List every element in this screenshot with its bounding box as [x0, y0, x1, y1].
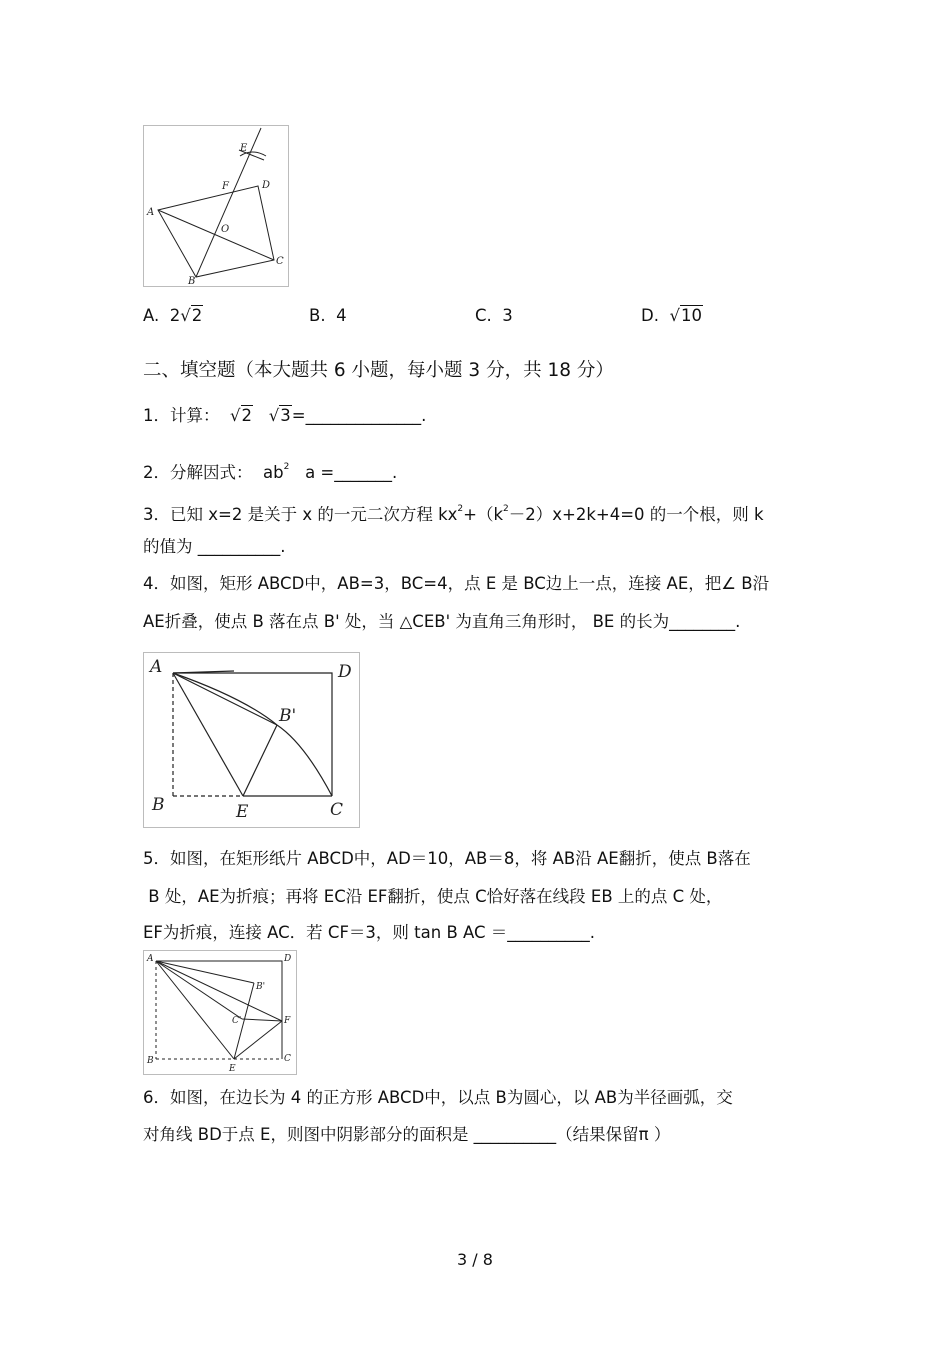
- choice-c: C. 3: [475, 306, 513, 325]
- perpendicular-bisector: [196, 128, 261, 277]
- choice-a: A. 2√2: [143, 306, 203, 325]
- rectangle-solid-edges: [156, 961, 282, 1059]
- label-A: A: [147, 954, 154, 964]
- label-B1: B': [279, 706, 297, 726]
- segment-b1c: [277, 725, 332, 796]
- question-5-line-2: B 处，AE为折痕；再将 EC沿 EF翻折，使点 C恰好落在线段 EB 上的点 C 处，: [148, 887, 723, 906]
- question-4-line-1: 4．如图，矩形 ABCD中，AB=3，BC=4，点 E 是 BC边上一点，连接 AE，把∠ B沿: [143, 574, 770, 593]
- figure-rectangle-double-fold: [143, 950, 297, 1075]
- label-D: D: [262, 180, 271, 191]
- label-F: F: [284, 1016, 291, 1026]
- question-3-line-1: 3．已知 x=2 是关于 x 的一元二次方程 $kx^2+(k^2-2)x+2k+4=0$ 的一个根，则 k: [143, 504, 764, 524]
- section-heading: 二、填空题（本大题共 6 小题，每小题 3 分，共 18 分）: [143, 360, 614, 381]
- question-3-line-2: 的值为 __________.: [143, 537, 286, 556]
- label-E: E: [229, 1064, 236, 1074]
- label-C: C: [284, 1054, 291, 1064]
- choice-d: D. √10: [641, 306, 702, 325]
- label-A: A: [150, 657, 163, 677]
- label-O: O: [221, 224, 230, 235]
- segment-ab1: [173, 673, 277, 725]
- fold-ae: [173, 673, 243, 796]
- question-5-line-1: 5．如图，在矩形纸片 ABCD中，AD＝10，AB＝8，将 AB沿 AE翻折，使点 B落在: [143, 849, 751, 868]
- label-D: D: [284, 954, 292, 964]
- label-B1: B': [256, 982, 266, 992]
- label-F: F: [222, 181, 229, 192]
- question-6-line-2: 对角线 BD于点 E，则图中阴影部分的面积是 __________（结果保留π ）: [143, 1125, 671, 1144]
- segment-ac1: [156, 961, 242, 1019]
- label-A: A: [147, 207, 155, 218]
- segment-b1e: [243, 725, 277, 796]
- figure-rectangle-fold: [143, 652, 360, 828]
- page-number: 3 / 8: [457, 1250, 493, 1269]
- figure-quadrilateral-abcd: [143, 125, 289, 287]
- question-5-line-3: EF为折痕，连接 AC．若 CF＝3，则 tan B AC ＝__________.: [143, 923, 596, 942]
- segment-c1f: [242, 1019, 282, 1021]
- label-B: B: [152, 795, 165, 815]
- question-2: 2．分解因式： $ab^2$ a =_______.: [143, 462, 398, 482]
- label-D: D: [338, 662, 352, 682]
- label-C: C: [330, 800, 344, 820]
- choice-b: B. 4: [309, 306, 347, 325]
- question-4-line-2: AE折叠，使点 B 落在点 B' 处，当 △CEB' 为直角三角形时， BE 的长为________.: [143, 612, 741, 631]
- question-6-line-1: 6．如图，在边长为 4 的正方形 ABCD中，以点 B为圆心，以 AB为半径画弧，交: [143, 1088, 733, 1107]
- label-B: B: [147, 1056, 154, 1066]
- fold-ef: [234, 1021, 282, 1059]
- diagonal-ac: [158, 210, 274, 260]
- label-E: E: [240, 143, 248, 154]
- question-1: 1．计算： √2 √3=______________.: [143, 406, 427, 425]
- label-C1: C': [232, 1016, 242, 1026]
- label-B: B: [188, 276, 196, 286]
- label-C: C: [276, 256, 284, 267]
- label-E: E: [236, 802, 249, 822]
